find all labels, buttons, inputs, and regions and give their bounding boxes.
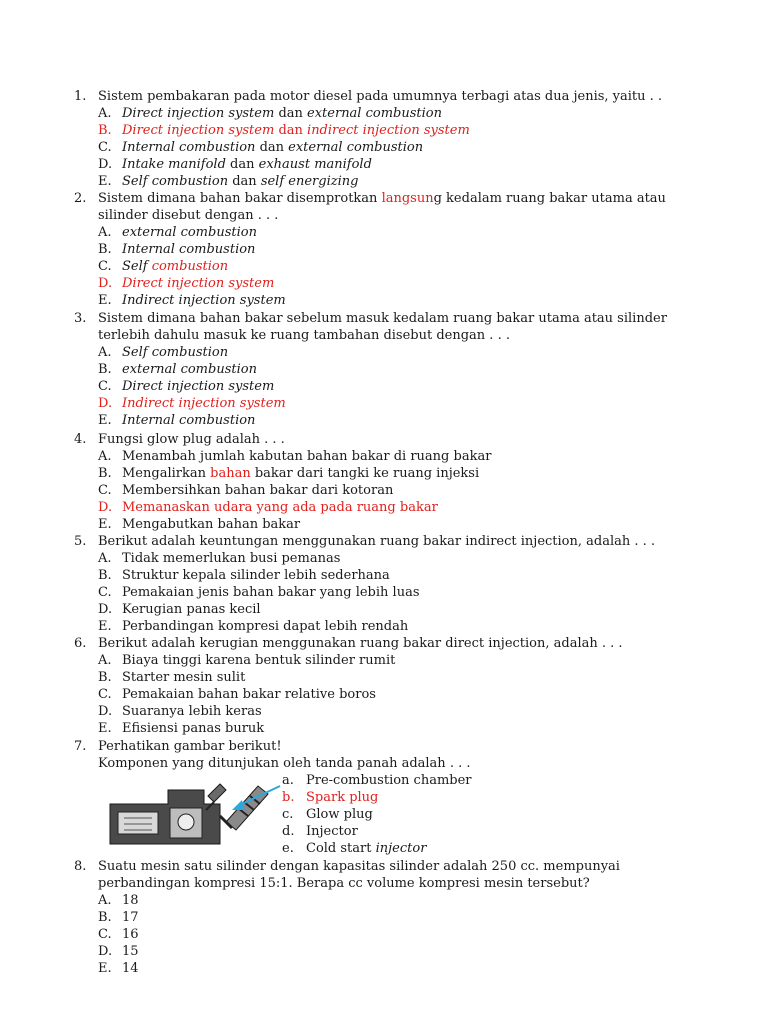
question-text: Perhatikan gambar berikut! (98, 739, 282, 754)
option-e (74, 173, 674, 190)
option-text: Pemakaian jenis bahan bakar yang lebih luas (122, 585, 420, 600)
option-e (74, 516, 674, 533)
option-e (74, 292, 674, 309)
option-text: 17 (122, 910, 139, 925)
option-b-answer (74, 122, 674, 139)
question-text-cont: Komponen yang ditunjukan oleh tanda panah adalah . . . (98, 756, 471, 771)
option-a (74, 224, 674, 241)
pre-chamber-hole (178, 814, 194, 830)
option-e (74, 412, 674, 429)
question-8 (74, 858, 674, 977)
option-letter: E. (98, 413, 112, 428)
option-text: Internal combustion (122, 413, 256, 428)
question-text: Fungsi glow plug adalah . . . (98, 432, 285, 447)
option-text: Menambah jumlah kabutan bahan bakar di ruang bakar (122, 449, 492, 464)
option-b (74, 361, 674, 378)
option-text: 18 (122, 893, 139, 908)
option-letter: A. (98, 106, 112, 121)
option-conj: dan (228, 174, 261, 189)
option-text: Internal combustion (122, 242, 256, 257)
option-d-answer (74, 499, 674, 516)
option-text: Mengalirkan (122, 466, 211, 481)
option-term: exhaust manifold (258, 157, 372, 172)
option-text: Glow plug (306, 807, 373, 822)
option-e (74, 960, 674, 977)
option-text: Memanaskan udara yang ada pada ruang bakar (122, 500, 438, 515)
option-term: Direct injection system (122, 106, 275, 121)
option-letter: B. (98, 242, 112, 257)
option-term: indirect injection system (307, 123, 470, 138)
option-text-highlight: combustion (151, 259, 229, 274)
option-letter: C. (98, 140, 112, 155)
question-text-cont: perbandingan kompresi 15:1. Berapa cc volume kompresi mesin tersebut? (98, 876, 590, 891)
question-7-options (282, 772, 472, 857)
question-text: Berikut adalah kerugian menggunakan ruang bakar direct injection, adalah . . . (98, 636, 623, 651)
option-letter: E. (98, 517, 112, 532)
option-letter: E. (98, 293, 112, 308)
option-c (74, 258, 674, 275)
option-text: bakar dari tangki ke ruang injeksi (250, 466, 480, 481)
option-text: Perbandingan kompresi dapat lebih rendah (122, 619, 409, 634)
option-e (74, 618, 674, 635)
question-3 (74, 310, 674, 429)
option-term: Self combustion (122, 174, 229, 189)
option-letter: A. (98, 653, 112, 668)
option-letter: e. (282, 841, 294, 856)
option-term: Intake manifold (122, 157, 226, 172)
option-conj: dan (255, 140, 289, 155)
option-text: Kerugian panas kecil (122, 602, 261, 617)
question-text: Sistem dimana bahan bakar sebelum masuk kedalam ruang bakar utama atau silinder (98, 311, 667, 326)
option-a (282, 772, 472, 789)
option-text: Mengabutkan bahan bakar (122, 517, 301, 532)
option-term: self energizing (260, 174, 359, 189)
option-letter: D. (98, 500, 113, 515)
option-c (282, 806, 472, 823)
option-text: Cold start (306, 841, 376, 856)
option-letter: D. (98, 276, 113, 291)
option-e (74, 720, 674, 737)
option-letter: B. (98, 466, 112, 481)
question-1 (74, 88, 674, 190)
question-text: Suatu mesin satu silinder dengan kapasitas silinder adalah 250 cc. mempunyai (98, 859, 620, 874)
question-4 (74, 431, 674, 533)
option-c (74, 378, 674, 395)
option-conj: dan (225, 157, 259, 172)
option-text-italic: injector (375, 841, 427, 856)
option-d-answer (74, 275, 674, 292)
option-c (74, 686, 674, 703)
option-conj: dan (274, 123, 308, 138)
option-letter: D. (98, 602, 113, 617)
option-b (74, 669, 674, 686)
option-letter: D. (98, 157, 113, 172)
option-letter: A. (98, 225, 112, 240)
question-text-highlight: langsun (381, 191, 434, 206)
option-letter: D. (98, 944, 113, 959)
option-text: Struktur kepala silinder lebih sederhana (122, 568, 390, 583)
option-text: Biaya tinggi karena bentuk silinder rumit (122, 653, 396, 668)
option-letter: A. (98, 345, 112, 360)
option-text: Pemakaian bahan bakar relative boros (122, 687, 376, 702)
option-letter: C. (98, 483, 112, 498)
option-letter: C. (98, 585, 112, 600)
option-text: Self combustion (122, 345, 229, 360)
question-text: Sistem pembakaran pada motor diesel pada umumnya terbagi atas dua jenis, yaitu . . (98, 89, 663, 104)
option-c (74, 482, 674, 499)
option-a (74, 105, 674, 122)
option-d-answer (74, 395, 674, 412)
option-d (282, 823, 472, 840)
option-a (74, 344, 674, 361)
option-letter: B. (98, 123, 112, 138)
option-text: 15 (122, 944, 139, 959)
option-letter: C. (98, 379, 112, 394)
option-letter: C. (98, 687, 112, 702)
option-text: Membersihkan bahan bakar dari kotoran (122, 483, 394, 498)
option-d (74, 601, 674, 618)
option-text: external combustion (122, 225, 257, 240)
option-letter: C. (98, 927, 112, 942)
option-text-highlight: bahan (210, 466, 251, 481)
option-letter: b. (282, 790, 295, 805)
option-letter: A. (98, 893, 112, 908)
option-term: external combustion (288, 140, 424, 155)
option-b (74, 909, 674, 926)
option-a (74, 892, 674, 909)
question-5 (74, 533, 674, 635)
option-c (74, 139, 674, 156)
option-a (74, 550, 674, 567)
engine-illustration (108, 782, 284, 846)
chamber-cavity (118, 812, 158, 834)
question-6 (74, 635, 674, 737)
question-text: g kedalam ruang bakar utama atau (433, 191, 666, 206)
option-d (74, 156, 674, 173)
option-text: Starter mesin sulit (122, 670, 246, 685)
question-number: 3. (74, 311, 87, 326)
option-letter: A. (98, 449, 112, 464)
option-text: Indirect injection system (122, 293, 286, 308)
option-text: Efisiensi panas buruk (122, 721, 265, 736)
question-number: 1. (74, 89, 87, 104)
option-text: Injector (306, 824, 358, 839)
option-b (74, 241, 674, 258)
question-number: 4. (74, 432, 87, 447)
question-number: 8. (74, 859, 87, 874)
option-text: 16 (122, 927, 139, 942)
option-c (74, 584, 674, 601)
question-7 (74, 738, 674, 772)
option-letter: B. (98, 670, 112, 685)
question-text-cont: silinder disebut dengan . . . (98, 208, 279, 223)
option-text: Tidak memerlukan busi pemanas (122, 551, 341, 566)
option-e (282, 840, 472, 857)
option-text: Spark plug (306, 790, 379, 805)
option-letter: A. (98, 551, 112, 566)
option-text: external combustion (122, 362, 257, 377)
option-letter: C. (98, 259, 112, 274)
option-text: Direct injection system (122, 276, 275, 291)
option-letter: E. (98, 721, 112, 736)
option-text: Suaranya lebih keras (122, 704, 262, 719)
question-text-cont: terlebih dahulu masuk ke ruang tambahan disebut dengan . . . (98, 328, 510, 343)
option-b (74, 465, 674, 482)
option-b (74, 567, 674, 584)
option-text: Direct injection system (122, 379, 275, 394)
option-term: Internal combustion (122, 140, 256, 155)
option-text: 14 (122, 961, 139, 976)
option-letter: B. (98, 910, 112, 925)
option-conj: dan (274, 106, 308, 121)
option-b-answer (282, 789, 472, 806)
question-number: 2. (74, 191, 87, 206)
option-letter: D. (98, 396, 113, 411)
option-c (74, 926, 674, 943)
option-letter: E. (98, 961, 112, 976)
question-text: Berikut adalah keuntungan menggunakan ruang bakar indirect injection, adalah . . . (98, 534, 656, 549)
option-text: Indirect injection system (122, 396, 286, 411)
question-2 (74, 190, 674, 309)
option-a (74, 652, 674, 669)
option-letter: E. (98, 619, 112, 634)
option-term: Direct injection system (122, 123, 275, 138)
question-number: 6. (74, 636, 87, 651)
option-d (74, 943, 674, 960)
option-letter: d. (282, 824, 295, 839)
option-letter: D. (98, 704, 113, 719)
option-letter: c. (282, 807, 294, 822)
option-term: external combustion (307, 106, 442, 121)
option-letter: B. (98, 568, 112, 583)
option-d (74, 703, 674, 720)
question-text: Sistem dimana bahan bakar disemprotkan (98, 191, 382, 206)
option-letter: a. (282, 773, 294, 788)
option-text: Pre-combustion chamber (306, 773, 472, 788)
question-number: 7. (74, 739, 87, 754)
option-letter: E. (98, 174, 112, 189)
option-a (74, 448, 674, 465)
option-letter: B. (98, 362, 112, 377)
option-text: Self (122, 259, 152, 274)
question-number: 5. (74, 534, 87, 549)
